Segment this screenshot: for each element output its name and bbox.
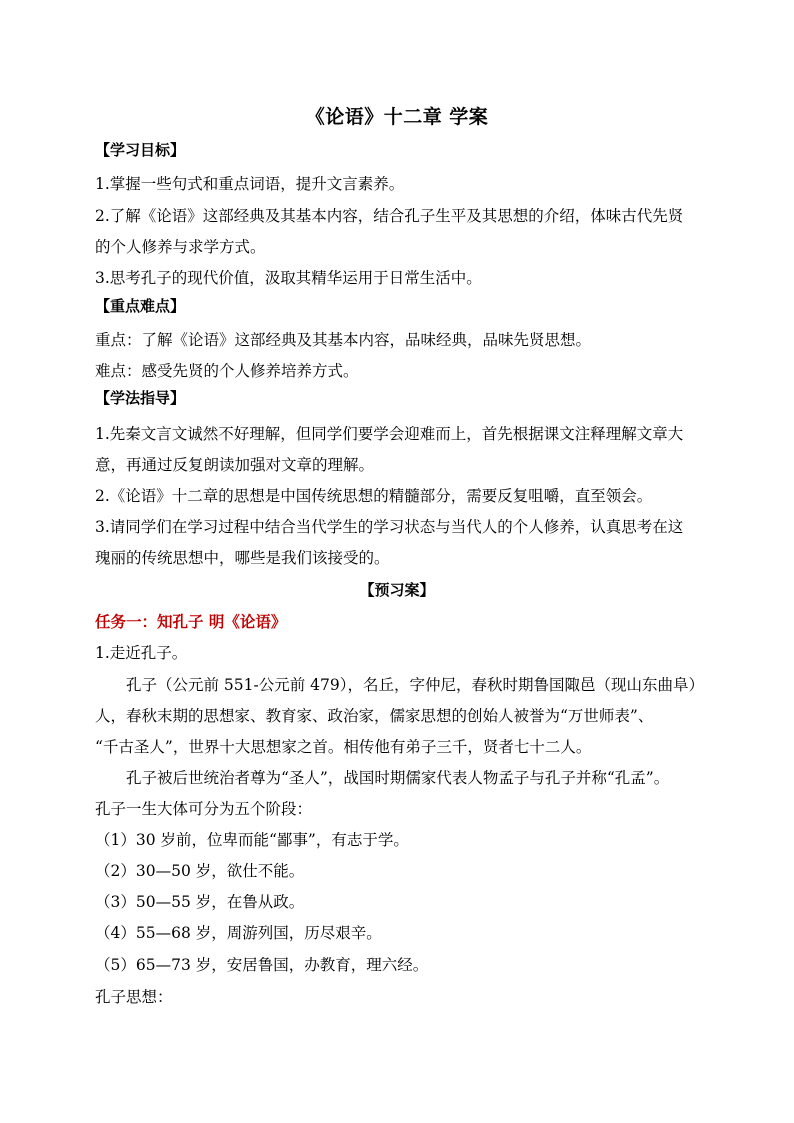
life-stage-5: （5）65—73 岁，安居鲁国，办教育，理六经。 (95, 956, 429, 974)
approach-confucius-subheading: 1.走近孔子。 (95, 644, 188, 662)
bio-line-2: 人，春秋末期的思想家、教育家、政治家，儒家思想的创始人被誉为“万世师表”、 (95, 707, 654, 725)
life-stage-2: （2）30—50 岁，欲仕不能。 (95, 862, 305, 880)
confucius-thought-label: 孔子思想： (95, 988, 173, 1006)
method-line-1: 1.先秦文言文诚然不好理解，但同学们要学会迎难而上，首先根据课文注释理解文章大 (95, 425, 684, 443)
method-line-2: 意，再通过反复朗读加强对文章的理解。 (95, 456, 375, 474)
keypoints-line-2: 难点：感受先贤的个人修养培养方式。 (95, 362, 359, 380)
document-title: 《论语》十二章 学案 (305, 106, 489, 128)
keypoints-heading: 【重点难点】 (95, 297, 186, 315)
life-stage-1: （1）30 岁前，位卑而能“鄙事”，有志于学。 (95, 831, 409, 849)
method-line-5: 瑰丽的传统思想中，哪些是我们该接受的。 (95, 549, 390, 567)
bio-line-3: “千古圣人”，世界十大思想家之首。相传他有弟子三千，贤者七十二人。 (95, 738, 592, 756)
goals-line-2: 2.了解《论语》这部经典及其基本内容，结合孔子生平及其思想的介绍，体味古代先贤 (95, 207, 684, 225)
method-line-3: 2.《论语》十二章的思想是中国传统思想的精髓部分，需要反复咀嚼，直至领会。 (95, 487, 653, 505)
goals-line-1: 1.掌握一些句式和重点词语，提升文言素养。 (95, 175, 405, 193)
method-heading: 【学法指导】 (95, 389, 186, 407)
goals-line-4: 3.思考孔子的现代价值，汲取其精华运用于日常生活中。 (95, 269, 482, 287)
sage-line-1: 孔子被后世统治者尊为“圣人”，战国时期儒家代表人物孟子与孔子并称“孔孟”。 (126, 769, 670, 787)
goals-heading: 【学习目标】 (95, 141, 186, 159)
preview-heading: 【预习案】 (359, 581, 435, 599)
keypoints-line-1: 重点：了解《论语》这部经典及其基本内容，品味经典，品味先贤思想。 (95, 331, 592, 349)
sage-line-2: 孔子一生大体可分为五个阶段： (95, 800, 313, 818)
task-one-heading: 任务一：知孔子 明《论语》 (95, 612, 287, 631)
method-line-4: 3.请同学们在学习过程中结合当代学生的学习状态与当代人的个人修养，认真思考在这 (95, 518, 684, 536)
life-stage-3: （3）50—55 岁，在鲁从政。 (95, 893, 305, 911)
life-stage-4: （4）55—68 岁，周游列国，历尽艰辛。 (95, 924, 382, 942)
goals-line-3: 的个人修养与求学方式。 (95, 238, 266, 256)
bio-line-1: 孔子（公元前 551-公元前 479），名丘，字仲尼，春秋时期鲁国陬邑（现山东曲阜） (126, 676, 705, 694)
